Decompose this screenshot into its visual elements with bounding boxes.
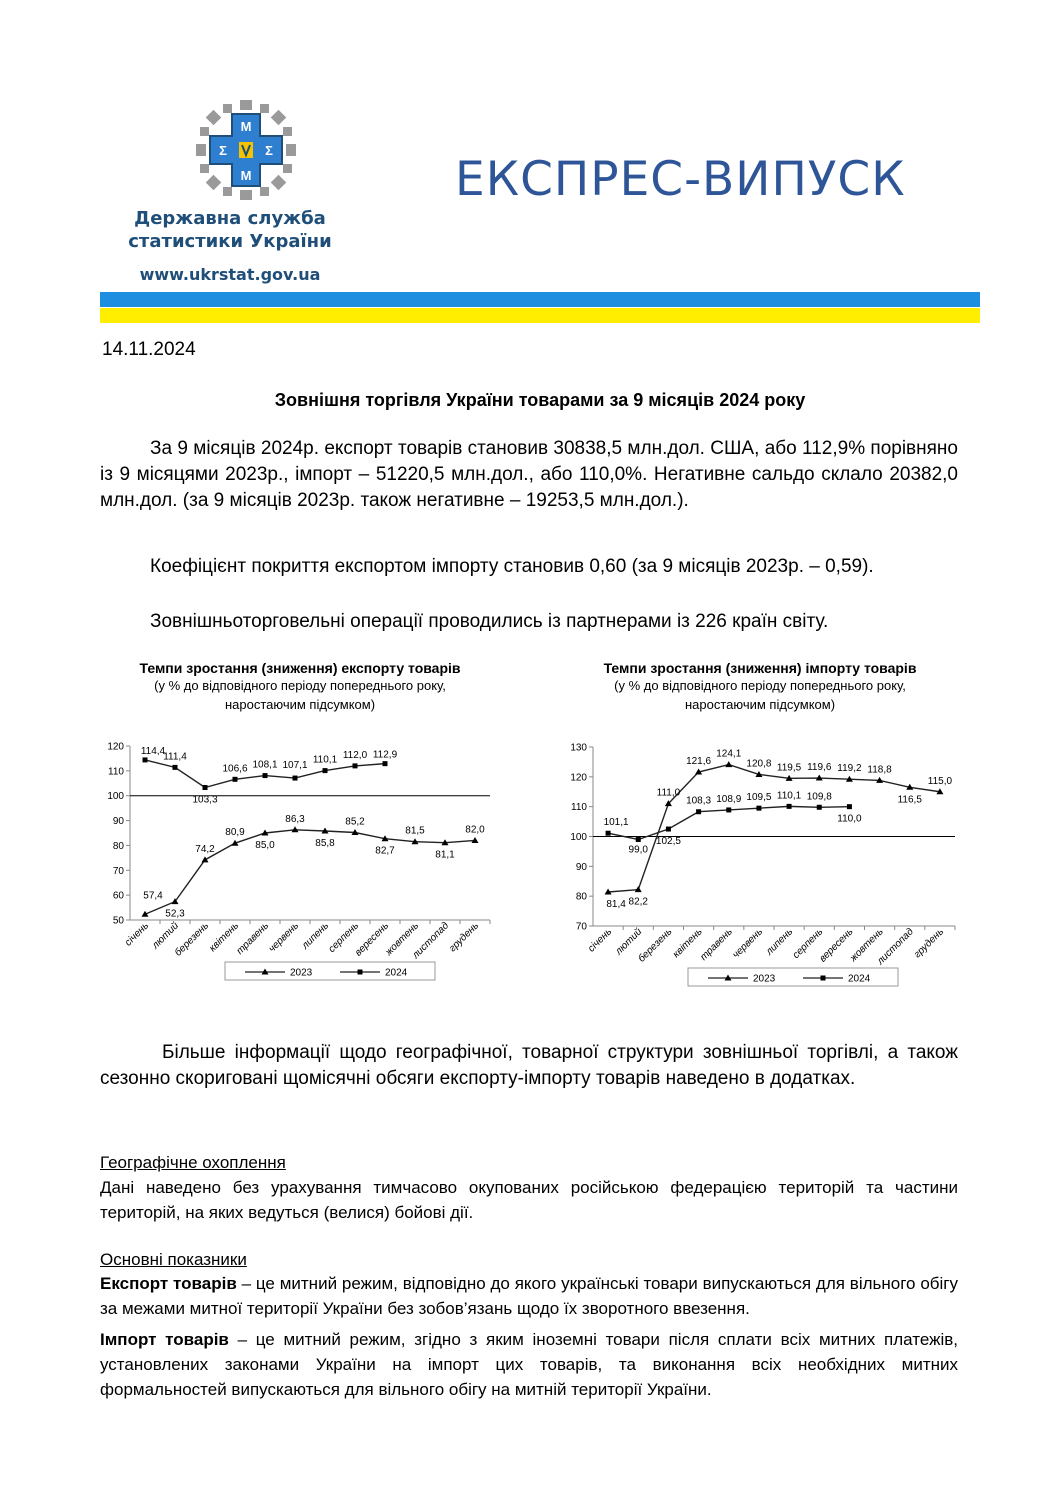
series-2024-point [383, 761, 388, 766]
series-2024-point [293, 776, 298, 781]
x-tick-label: липень [299, 920, 332, 952]
x-tick-label: березень [636, 926, 675, 965]
export-chart [100, 730, 510, 990]
data-label: 102,5 [655, 836, 681, 848]
series-2024-point [726, 807, 731, 812]
data-label: 82,7 [375, 845, 395, 857]
legend-label-2024: 2024 [385, 967, 408, 979]
logo-letter-left: Σ [219, 143, 227, 158]
website-link[interactable]: www.ukrstat.gov.ua [139, 265, 321, 284]
series-2024-point [323, 768, 328, 773]
data-label: 106,6 [222, 763, 248, 775]
x-tick-label: лютий [150, 920, 182, 952]
org-name [100, 207, 360, 253]
y-tick-label: 70 [575, 921, 587, 933]
y-tick-label: 100 [107, 791, 124, 803]
legend-label-2024: 2024 [848, 973, 871, 985]
import-chart-subtitle-1: (у % до відповідного періоду попереднього року, [614, 678, 906, 693]
data-label: 52,3 [165, 908, 185, 920]
express-title: ЕКСПРЕС-ВИПУСК [455, 152, 906, 207]
logo-letter-top: М [240, 119, 252, 134]
logo-letter-right: Σ [265, 143, 273, 158]
more-info-paragraph: Більше інформації щодо географічної, товарної структури зовнішньої торгівлі, а також сезонно скориговані щомісячні обсяги експорту-імпорту товарів наведено в додатках. [100, 1042, 958, 1089]
series-2024-point [636, 837, 641, 842]
data-label: 80,9 [225, 827, 245, 839]
data-label: 124,1 [716, 748, 742, 760]
coverage-paragraph: Коефіцієнт покриття експортом імпорту становив 0,60 (за 9 місяців 2023р. – 0,59). [150, 556, 874, 577]
data-label: 108,9 [716, 793, 742, 805]
series-2024-point [756, 806, 761, 811]
data-label: 114,4 [140, 745, 166, 757]
series-2024-point [143, 757, 148, 762]
x-tick-label: грудень [447, 920, 482, 955]
series-2024-point [787, 804, 792, 809]
release-date: 14.11.2024 [102, 339, 196, 360]
series-2024-point [847, 804, 852, 809]
data-label: 119,5 [776, 762, 802, 774]
x-tick-label: вересень [353, 920, 392, 959]
series-2024-point [173, 765, 178, 770]
export-chart-title: Темпи зростання (зниження) експорту товарів [139, 660, 461, 676]
x-tick-label: березень [172, 920, 212, 959]
import-term: Імпорт товарів [100, 1330, 229, 1349]
y-tick-label: 80 [112, 840, 124, 852]
data-label: 82,2 [628, 896, 648, 908]
legend-label-2023: 2023 [753, 973, 776, 985]
data-label: 85,2 [345, 816, 365, 828]
x-tick-label: листопад [875, 926, 916, 968]
series-2023-point [725, 761, 732, 767]
legend-label-2023: 2023 [290, 967, 313, 979]
y-tick-label: 100 [570, 832, 587, 843]
y-tick-label: 70 [112, 865, 124, 877]
x-tick-label: квітень [670, 926, 705, 961]
x-tick-label: серпень [326, 920, 362, 955]
x-tick-label: грудень [912, 926, 947, 961]
legend-marker-2024 [821, 976, 826, 981]
y-tick-label: 130 [570, 742, 587, 754]
data-label: 121,6 [686, 756, 712, 768]
x-tick-label: січень [123, 920, 152, 949]
data-label: 108,1 [252, 759, 278, 771]
data-label: 120,8 [746, 758, 772, 770]
data-label: 119,6 [807, 762, 832, 774]
x-tick-label: жовтень [848, 926, 886, 964]
data-label: 118,8 [867, 764, 892, 776]
export-chart-header [100, 660, 500, 714]
data-label: 110,0 [837, 813, 862, 825]
y-tick-label: 90 [575, 861, 587, 873]
data-label: 74,2 [195, 843, 215, 855]
data-label: 110,1 [776, 790, 802, 802]
export-definition-text: – це митний режим, відповідно до якого українські товари випускаються для вільного обігу за межами митної території України без зобов’язань щодо їх зворотного ввезення. [100, 1274, 959, 1318]
export-definition [100, 1271, 958, 1321]
data-label: 86,3 [285, 813, 305, 825]
data-label: 82,0 [465, 824, 485, 836]
series-2023-point [202, 856, 209, 862]
data-label: 111,4 [163, 751, 187, 763]
series-2024-point [817, 805, 822, 810]
x-tick-label: травень [234, 920, 272, 957]
logo-letter-bottom: М [240, 168, 252, 183]
export-chart-subtitle-1: (у % до відповідного періоду попереднього року, [154, 678, 446, 693]
summary-paragraph: За 9 місяців 2024р. експорт товарів становив 30838,5 млн.дол. США, або 112,9% порівняно із 9 місяцями 2023р., імпорт – 51220,5 млн.дол., або 110,0%. Негативне сальдо склало 20382,0 млн.дол. (за 9 місяців 2023р. також негативне – 19253,5 млн.дол.). [100, 438, 958, 511]
indicators-heading: Основні показники [100, 1250, 247, 1269]
y-tick-label: 120 [570, 772, 587, 784]
series-2024-point [233, 777, 238, 782]
series-2024-point [606, 831, 611, 836]
export-term: Експорт товарів [100, 1274, 237, 1293]
series-2024-point [353, 763, 358, 768]
x-tick-label: серпень [790, 926, 826, 961]
x-tick-label: лютий [613, 926, 645, 958]
y-tick-label: 110 [571, 802, 587, 814]
x-tick-label: листопад [410, 920, 452, 962]
data-label: 85,8 [315, 838, 335, 850]
data-label: 103,3 [192, 794, 218, 806]
x-tick-label: травень [698, 926, 735, 963]
data-label: 107,1 [282, 760, 308, 772]
data-label: 109,5 [746, 792, 772, 804]
flag-stripe-yellow [100, 308, 980, 323]
y-tick-label: 60 [112, 890, 124, 902]
data-label: 81,4 [606, 898, 626, 910]
series-2023-line [608, 765, 940, 892]
x-tick-label: липень [764, 926, 796, 958]
export-chart-subtitle-2: наростаючим підсумком) [224, 697, 376, 712]
y-tick-label: 90 [112, 816, 124, 828]
import-chart-header [560, 660, 960, 714]
series-2024-point [666, 827, 671, 832]
x-tick-label: червень [266, 920, 302, 955]
data-label: 110,1 [312, 754, 338, 766]
data-label: 115,0 [927, 775, 953, 787]
x-tick-label: червень [730, 926, 766, 961]
series-2023-line [145, 830, 475, 915]
data-label: 85,0 [255, 840, 275, 851]
data-label: 101,1 [603, 817, 629, 829]
y-tick-label: 110 [108, 766, 124, 778]
series-2024-point [203, 785, 208, 790]
page-title: Зовнішня торгівля України товарами за 9 місяців 2024 року [274, 390, 806, 410]
x-tick-label: вересень [817, 926, 856, 965]
data-label: 108,3 [686, 795, 712, 807]
partners-paragraph: Зовнішньоторговельні операції проводились із партнерами із 226 країн світу. [150, 611, 829, 632]
geo-heading: Географічне охоплення [100, 1153, 286, 1172]
y-tick-label: 50 [112, 915, 124, 927]
import-chart [560, 735, 970, 990]
org-name-line1: Державна служба [134, 208, 326, 229]
data-label: 109,8 [806, 791, 832, 803]
data-label: 57,4 [143, 890, 163, 902]
data-label: 112,9 [372, 749, 398, 761]
data-label: 81,5 [405, 825, 425, 837]
y-tick-label: 80 [575, 891, 587, 903]
x-tick-label: жовтень [383, 920, 422, 958]
geo-text: Дані наведено без урахування тимчасово окупованих російською федерацією територій та частини територій, на яких ведуться (велися) бойові дії. [100, 1178, 958, 1222]
ukrstat-logo [196, 100, 296, 200]
flag-stripe-blue [100, 292, 980, 307]
data-label: 112,0 [342, 749, 368, 761]
data-label: 99,0 [628, 844, 648, 856]
series-2024-point [263, 773, 268, 778]
data-label: 81,1 [435, 849, 455, 861]
data-label: 111,0 [656, 787, 681, 799]
x-tick-label: квітень [207, 920, 242, 955]
legend-marker-2024 [358, 970, 363, 975]
import-chart-title: Темпи зростання (зниження) імпорту товарів [603, 660, 917, 676]
data-label: 116,5 [897, 794, 922, 806]
org-name-line2: статистики України [128, 231, 332, 252]
series-2024-point [696, 809, 701, 814]
import-chart-subtitle-2: наростаючим підсумком) [684, 697, 836, 712]
data-label: 119,2 [837, 763, 862, 775]
y-tick-label: 120 [107, 741, 124, 753]
x-tick-label: січень [586, 926, 615, 955]
import-definition [100, 1327, 958, 1402]
import-definition-text: – це митний режим, згідно з яким іноземні товари після сплати всіх митних платежів, установлених законами України на імпорт цих товарів, та виконання всіх необхідних митних формальностей випускаються для вільного обігу на митній території України. [100, 1330, 958, 1399]
